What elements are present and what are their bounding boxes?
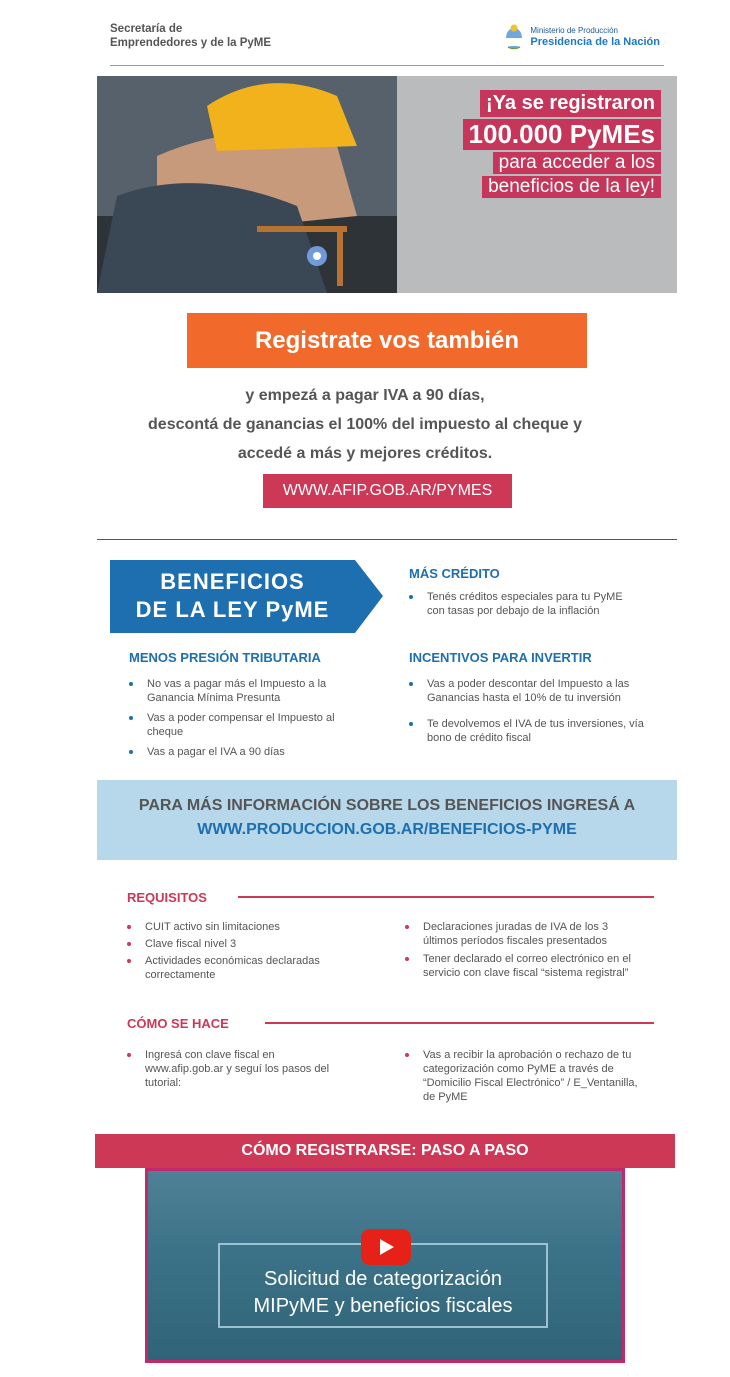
argentina-shield-icon [504,24,524,50]
hero-line2: 100.000 PyMEs [463,119,661,150]
list-item: Te devolvemos el IVA de tus inversiones, vía bono de crédito fiscal [409,717,649,745]
menos-presion-title: MENOS PRESIÓN TRIBUTARIA [129,650,321,665]
secretaria-title: Secretaría de Emprendedores y de la PyME [110,23,272,49]
produccion-link[interactable]: WWW.PRODUCCION.GOB.AR/BENEFICIOS-PYME [197,821,577,838]
afip-link-button[interactable]: WWW.AFIP.GOB.AR/PYMES [263,474,512,508]
desc-line2: descontá de ganancias el 100% del impuesto al cheque y [148,416,582,433]
list-item: Vas a pagar el IVA a 90 días [129,745,369,759]
youtube-play-icon[interactable] [361,1229,411,1265]
list-item: Tener declarado el correo electrónico en el servicio con clave fiscal “sistema registral” [405,952,645,980]
hero-line3: para acceder a los [493,152,661,174]
desc-line3: accedé a más y mejores créditos. [237,445,493,462]
list-item: Ingresá con clave fiscal en www.afip.gob.ar y seguí los pasos del tutorial: [127,1048,342,1090]
requisitos-left-list [127,920,367,988]
list-item: Declaraciones juradas de IVA de los 3 últimos períodos fiscales presentados [405,920,645,948]
header [110,22,664,66]
menos-presion-list [129,677,369,765]
list-item: CUIT activo sin limitaciones [127,920,367,934]
tutorial-video[interactable] [145,1168,625,1363]
benefits-flag [110,560,383,633]
como-se-hace-left-list [127,1048,342,1096]
hero-line4: beneficios de la ley! [482,176,661,198]
como-se-hace-right-list [405,1048,640,1110]
requisitos-rule [238,896,654,898]
como-se-hace-rule [265,1022,654,1024]
mas-credito-list [409,590,624,624]
hero-banner [97,76,677,293]
ministry-logo [504,24,660,50]
incentivos-title: INCENTIVOS PARA INVERTIR [409,650,592,665]
list-item: Tenés créditos especiales para tu PyME con tasas por debajo de la inflación [409,590,624,618]
hero-headline [431,90,661,198]
como-se-hace-title: CÓMO SE HACE [127,1016,229,1031]
requisitos-right-list [405,920,645,986]
info-box [97,780,677,860]
incentivos-list [409,677,649,751]
ministry-line2: Presidencia de la Nación [530,36,660,48]
steps-header: CÓMO REGISTRARSE: PASO A PASO [95,1134,675,1168]
requisitos-title: REQUISITOS [127,890,207,905]
mas-credito-title: MÁS CRÉDITO [409,566,500,581]
list-item: Vas a poder compensar el Impuesto al cheque [129,711,369,739]
ministry-line1: Ministerio de Producción [530,26,618,35]
info-text: PARA MÁS INFORMACIÓN SOBRE LOS BENEFICIOS INGRESÁ A [138,797,636,814]
register-button[interactable]: Registrate vos también [187,313,587,368]
desc-line1: y empezá a pagar IVA a 90 días, [245,387,485,404]
video-title: Solicitud de categorización MIPyME y beneficios fiscales [253,1268,513,1317]
list-item: No vas a pagar más el Impuesto a la Ganancia Mínima Presunta [129,677,369,705]
list-item: Actividades económicas declaradas correctamente [127,954,367,982]
hero-line1: ¡Ya se registraron [480,90,661,117]
section-divider [97,539,677,540]
cta-description [110,381,620,468]
benefits-flag-text: BENEFICIOS DE LA LEY PyME [135,569,330,622]
list-item: Vas a recibir la aprobación o rechazo de tu categorización como PyME a través de “Domicilio Fiscal Electrónico” / E_Ventanilla, de PyME [405,1048,640,1104]
list-item: Vas a poder descontar del Impuesto a las Ganancias hasta el 10% de tu inversión [409,677,649,705]
list-item: Clave fiscal nivel 3 [127,937,367,951]
